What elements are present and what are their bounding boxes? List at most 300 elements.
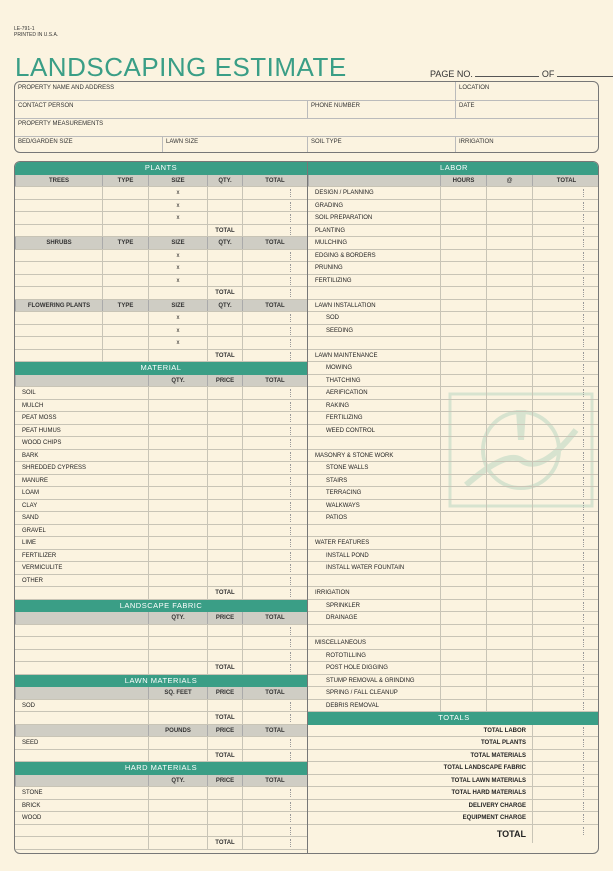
shrub-row-cell-1[interactable] bbox=[102, 262, 148, 274]
labor-row-cell-1[interactable] bbox=[440, 362, 486, 374]
labor-row-cell-2[interactable] bbox=[486, 212, 532, 224]
labor-row-cell-2[interactable] bbox=[486, 225, 532, 237]
labor-row-cell-3[interactable] bbox=[532, 512, 599, 524]
labor-row-cell-3[interactable] bbox=[532, 662, 599, 674]
flowering-row-cell-2[interactable]: x bbox=[148, 325, 207, 337]
labor-row-cell-3[interactable] bbox=[532, 575, 599, 587]
material-row-cell-1[interactable] bbox=[148, 512, 207, 524]
labor-row-cell-1[interactable] bbox=[440, 200, 486, 212]
seed-total-cell-1[interactable] bbox=[148, 750, 207, 762]
labor-row-cell-2[interactable] bbox=[486, 275, 532, 287]
fabric-row-cell-0[interactable] bbox=[15, 650, 148, 662]
fabric-row-cell-3[interactable] bbox=[242, 625, 307, 637]
shrubs-total-cell-0[interactable] bbox=[15, 287, 102, 299]
material-row-cell-1[interactable] bbox=[148, 525, 207, 537]
labor-row-cell-2[interactable] bbox=[486, 475, 532, 487]
soil-type-field[interactable] bbox=[307, 136, 455, 153]
labor-row-cell-3[interactable] bbox=[532, 587, 599, 599]
shrub-row-cell-1[interactable] bbox=[102, 275, 148, 287]
sod-total-cell-3[interactable] bbox=[242, 712, 307, 724]
labor-row-cell-3[interactable] bbox=[532, 425, 599, 437]
hard-total-cell-0[interactable] bbox=[15, 837, 148, 849]
tree-row-cell-4[interactable] bbox=[242, 212, 307, 224]
labor-row-cell-3[interactable] bbox=[532, 450, 599, 462]
flowering-total-cell-0[interactable] bbox=[15, 350, 102, 362]
labor-row-cell-1[interactable] bbox=[440, 612, 486, 624]
fabric-total-cell-1[interactable] bbox=[148, 662, 207, 674]
trees-total-cell-0[interactable] bbox=[15, 225, 102, 237]
flowering-row-cell-1[interactable] bbox=[102, 337, 148, 349]
labor-row-cell-3[interactable] bbox=[532, 250, 599, 262]
material-row-cell-3[interactable] bbox=[242, 412, 307, 424]
labor-row-cell-2[interactable] bbox=[486, 325, 532, 337]
hard-row-cell-2[interactable] bbox=[207, 787, 242, 799]
shrub-row-cell-2[interactable]: x bbox=[148, 250, 207, 262]
material-row-cell-3[interactable] bbox=[242, 525, 307, 537]
labor-row-cell-3[interactable] bbox=[532, 187, 599, 199]
material-row-cell-2[interactable] bbox=[207, 525, 242, 537]
labor-row-cell-1[interactable] bbox=[440, 650, 486, 662]
material-row-cell-3[interactable] bbox=[242, 387, 307, 399]
material-row-cell-1[interactable] bbox=[148, 550, 207, 562]
labor-row-cell-1[interactable] bbox=[440, 450, 486, 462]
labor-row-cell-2[interactable] bbox=[486, 662, 532, 674]
shrub-row-cell-4[interactable] bbox=[242, 275, 307, 287]
labor-row-cell-3[interactable] bbox=[532, 687, 599, 699]
fabric-row-cell-1[interactable] bbox=[148, 650, 207, 662]
labor-row-cell-3[interactable] bbox=[532, 300, 599, 312]
material-row-cell-2[interactable] bbox=[207, 462, 242, 474]
labor-row-cell-3[interactable] bbox=[532, 550, 599, 562]
labor-row-cell-2[interactable] bbox=[486, 700, 532, 712]
labor-row-cell-2[interactable] bbox=[486, 650, 532, 662]
flowering-row-cell-4[interactable] bbox=[242, 312, 307, 324]
fabric-row-cell-1[interactable] bbox=[148, 625, 207, 637]
phone-field[interactable] bbox=[307, 100, 455, 118]
material-row-cell-2[interactable] bbox=[207, 512, 242, 524]
labor-row-cell-3[interactable] bbox=[532, 625, 599, 637]
seed-row-cell-1[interactable] bbox=[148, 737, 207, 749]
labor-row-cell-1[interactable] bbox=[440, 275, 486, 287]
hard-row-cell-0[interactable] bbox=[15, 825, 148, 837]
labor-row-cell-1[interactable] bbox=[440, 300, 486, 312]
tree-row-cell-1[interactable] bbox=[102, 212, 148, 224]
shrub-row-cell-0[interactable] bbox=[15, 275, 102, 287]
labor-row-cell-1[interactable] bbox=[440, 475, 486, 487]
shrubs-total-cell-2[interactable] bbox=[148, 287, 207, 299]
labor-row-cell-3[interactable] bbox=[532, 650, 599, 662]
page-total-field[interactable] bbox=[557, 68, 613, 77]
material-row-cell-1[interactable] bbox=[148, 387, 207, 399]
labor-row-cell-3[interactable] bbox=[532, 350, 599, 362]
material-row-cell-3[interactable] bbox=[242, 462, 307, 474]
labor-row-cell-1[interactable] bbox=[440, 700, 486, 712]
material-row-cell-3[interactable] bbox=[242, 550, 307, 562]
labor-row-cell-2[interactable] bbox=[486, 250, 532, 262]
material-row-cell-2[interactable] bbox=[207, 562, 242, 574]
labor-row-cell-2[interactable] bbox=[486, 262, 532, 274]
shrub-row-cell-4[interactable] bbox=[242, 262, 307, 274]
labor-row-cell-3[interactable] bbox=[532, 225, 599, 237]
labor-row-cell-2[interactable] bbox=[486, 525, 532, 537]
labor-row-cell-1[interactable] bbox=[440, 500, 486, 512]
tree-row-cell-2[interactable]: x bbox=[148, 200, 207, 212]
trees-total-cell-1[interactable] bbox=[102, 225, 148, 237]
hard-row-cell-1[interactable] bbox=[148, 812, 207, 824]
irrigation-field[interactable] bbox=[455, 136, 599, 153]
material-row-cell-1[interactable] bbox=[148, 500, 207, 512]
material-row-cell-1[interactable] bbox=[148, 575, 207, 587]
labor-row-cell-2[interactable] bbox=[486, 512, 532, 524]
labor-row-cell-3[interactable] bbox=[532, 312, 599, 324]
labor-row-cell-2[interactable] bbox=[486, 637, 532, 649]
totals-row-value[interactable] bbox=[532, 737, 599, 749]
material-row-cell-3[interactable] bbox=[242, 450, 307, 462]
labor-row-cell-1[interactable] bbox=[440, 350, 486, 362]
labor-row-cell-2[interactable] bbox=[486, 425, 532, 437]
labor-row-cell-1[interactable] bbox=[440, 225, 486, 237]
seed-total-cell-3[interactable] bbox=[242, 750, 307, 762]
labor-row-cell-3[interactable] bbox=[532, 462, 599, 474]
labor-row-cell-2[interactable] bbox=[486, 375, 532, 387]
material-row-cell-2[interactable] bbox=[207, 425, 242, 437]
material-row-cell-1[interactable] bbox=[148, 437, 207, 449]
labor-row-cell-2[interactable] bbox=[486, 387, 532, 399]
fabric-row-cell-0[interactable] bbox=[15, 637, 148, 649]
material-row-cell-3[interactable] bbox=[242, 512, 307, 524]
labor-row-label: TERRACING bbox=[326, 490, 362, 496]
seed-total-cell-0[interactable] bbox=[15, 750, 148, 762]
material-row-cell-2[interactable] bbox=[207, 550, 242, 562]
seed-row-cell-3[interactable] bbox=[242, 737, 307, 749]
tree-row-cell-0[interactable] bbox=[15, 187, 102, 199]
labor-row-cell-2[interactable] bbox=[486, 300, 532, 312]
labor-row-cell-3[interactable] bbox=[532, 487, 599, 499]
labor-row-cell-1[interactable] bbox=[440, 425, 486, 437]
labor-row-cell-2[interactable] bbox=[486, 587, 532, 599]
labor-row-cell-1[interactable] bbox=[440, 662, 486, 674]
labor-row-cell-1[interactable] bbox=[440, 262, 486, 274]
labor-row-cell-2[interactable] bbox=[486, 237, 532, 249]
fabric-row-cell-3[interactable] bbox=[242, 637, 307, 649]
labor-row-cell-3[interactable] bbox=[532, 275, 599, 287]
fabric-row-cell-2[interactable] bbox=[207, 650, 242, 662]
shrub-row-cell-2[interactable]: x bbox=[148, 262, 207, 274]
labor-row-cell-1[interactable] bbox=[440, 212, 486, 224]
labor-row-cell-2[interactable] bbox=[486, 462, 532, 474]
shrubs-total-cell-1[interactable] bbox=[102, 287, 148, 299]
shrubs-total-cell-4[interactable] bbox=[242, 287, 307, 299]
sod-total-cell-0[interactable] bbox=[15, 712, 148, 724]
labor-row-cell-1[interactable] bbox=[440, 625, 486, 637]
fabric-row-cell-2[interactable] bbox=[207, 637, 242, 649]
material-row-cell-1[interactable] bbox=[148, 462, 207, 474]
tree-row-cell-2[interactable]: x bbox=[148, 187, 207, 199]
labor-row-cell-3[interactable] bbox=[532, 362, 599, 374]
material-row-cell-3[interactable] bbox=[242, 400, 307, 412]
labor-row-cell-3[interactable] bbox=[532, 237, 599, 249]
sod-total-cell-1[interactable] bbox=[148, 712, 207, 724]
hard-row-cell-2[interactable] bbox=[207, 825, 242, 837]
hard-total-cell-3[interactable] bbox=[242, 837, 307, 849]
labor-row-cell-2[interactable] bbox=[486, 487, 532, 499]
labor-row-cell-3[interactable] bbox=[532, 562, 599, 574]
labor-row-cell-1[interactable] bbox=[440, 287, 486, 299]
shrub-row-cell-3[interactable] bbox=[207, 262, 242, 274]
material-row-cell-2[interactable] bbox=[207, 500, 242, 512]
material-row-cell-1[interactable] bbox=[148, 450, 207, 462]
shrub-row-cell-2[interactable]: x bbox=[148, 275, 207, 287]
totals-row-value[interactable] bbox=[532, 812, 599, 824]
flowering-row-cell-1[interactable] bbox=[102, 325, 148, 337]
date-field[interactable] bbox=[455, 100, 599, 118]
labor-row-cell-2[interactable] bbox=[486, 500, 532, 512]
labor-row-cell-3[interactable] bbox=[532, 700, 599, 712]
labor-row-cell-3[interactable] bbox=[532, 325, 599, 337]
material-row-cell-1[interactable] bbox=[148, 412, 207, 424]
fabric-row-cell-3[interactable] bbox=[242, 650, 307, 662]
grand-total-value[interactable] bbox=[532, 825, 599, 844]
labor-row-cell-1[interactable] bbox=[440, 462, 486, 474]
labor-row-cell-3[interactable] bbox=[532, 337, 599, 349]
labor-row bbox=[308, 250, 599, 263]
labor-row-cell-3[interactable] bbox=[532, 637, 599, 649]
labor-row-cell-1[interactable] bbox=[440, 250, 486, 262]
flowering-row-cell-3[interactable] bbox=[207, 312, 242, 324]
labor-row-cell-1[interactable] bbox=[440, 337, 486, 349]
labor-row-cell-1[interactable] bbox=[440, 237, 486, 249]
material-row-cell-1[interactable] bbox=[148, 400, 207, 412]
tree-row-cell-0[interactable] bbox=[15, 200, 102, 212]
shrub-row-cell-0[interactable] bbox=[15, 250, 102, 262]
material-row-cell-2[interactable] bbox=[207, 400, 242, 412]
tree-row-cell-3[interactable] bbox=[207, 187, 242, 199]
material-row-cell-1[interactable] bbox=[148, 562, 207, 574]
hard-row-cell-2[interactable] bbox=[207, 812, 242, 824]
labor-row-cell-1[interactable] bbox=[440, 537, 486, 549]
flowering-row-cell-0[interactable] bbox=[15, 312, 102, 324]
labor-row-cell-3[interactable] bbox=[532, 612, 599, 624]
totals-row-value[interactable] bbox=[532, 800, 599, 812]
material-total-cell-1[interactable] bbox=[148, 587, 207, 599]
hard-row-cell-1[interactable] bbox=[148, 787, 207, 799]
labor-row-cell-1[interactable] bbox=[440, 687, 486, 699]
material-row-cell-3[interactable] bbox=[242, 500, 307, 512]
hard-row-cell-3[interactable] bbox=[242, 812, 307, 824]
hard-total-cell-1[interactable] bbox=[148, 837, 207, 849]
sod-row-cell-1[interactable] bbox=[148, 700, 207, 712]
material-total-cell-0[interactable] bbox=[15, 587, 148, 599]
material-row-cell-1[interactable] bbox=[148, 537, 207, 549]
totals-row-value[interactable] bbox=[532, 750, 599, 762]
labor-row-cell-2[interactable] bbox=[486, 200, 532, 212]
labor-row-cell-2[interactable] bbox=[486, 562, 532, 574]
labor-row-cell-2[interactable] bbox=[486, 687, 532, 699]
labor-row-cell-2[interactable] bbox=[486, 287, 532, 299]
sod-row-cell-2[interactable] bbox=[207, 700, 242, 712]
labor-row-cell-3[interactable] bbox=[532, 675, 599, 687]
labor-row-cell-3[interactable] bbox=[532, 500, 599, 512]
bed-size-field[interactable] bbox=[15, 136, 162, 153]
sod-row-cell-3[interactable] bbox=[242, 700, 307, 712]
labor-row-cell-1[interactable] bbox=[440, 412, 486, 424]
shrub-row-cell-4[interactable] bbox=[242, 250, 307, 262]
labor-row-cell-2[interactable] bbox=[486, 450, 532, 462]
labor-row-cell-3[interactable] bbox=[532, 437, 599, 449]
shrub-row-cell-3[interactable] bbox=[207, 250, 242, 262]
labor-row-cell-1[interactable] bbox=[440, 575, 486, 587]
contact-field[interactable] bbox=[15, 100, 307, 118]
labor-row-cell-2[interactable] bbox=[486, 550, 532, 562]
material-row-cell-3[interactable] bbox=[242, 487, 307, 499]
flowering-row-cell-0[interactable] bbox=[15, 325, 102, 337]
labor-row-cell-2[interactable] bbox=[486, 400, 532, 412]
material-total-cell-3[interactable] bbox=[242, 587, 307, 599]
material-row-cell-2[interactable] bbox=[207, 537, 242, 549]
trees-total-cell-2[interactable] bbox=[148, 225, 207, 237]
labor-row-cell-1[interactable] bbox=[440, 587, 486, 599]
hard-row-cell-3[interactable] bbox=[242, 800, 307, 812]
material-row-cell-2[interactable] bbox=[207, 450, 242, 462]
material-row-cell-1[interactable] bbox=[148, 425, 207, 437]
lawn-size-field[interactable] bbox=[162, 136, 307, 153]
labor-row-cell-3[interactable] bbox=[532, 212, 599, 224]
fabric-total-cell-3[interactable] bbox=[242, 662, 307, 674]
flowering-row-cell-1[interactable] bbox=[102, 312, 148, 324]
shrub-row-cell-0[interactable] bbox=[15, 262, 102, 274]
labor-row-cell-3[interactable] bbox=[532, 412, 599, 424]
labor-row-cell-2[interactable] bbox=[486, 612, 532, 624]
page-no-field[interactable] bbox=[475, 68, 539, 77]
totals-row-value[interactable] bbox=[532, 762, 599, 774]
hard-row-cell-3[interactable] bbox=[242, 825, 307, 837]
labor-row-cell-1[interactable] bbox=[440, 437, 486, 449]
flowering-row-cell-4[interactable] bbox=[242, 325, 307, 337]
labor-row-cell-3[interactable] bbox=[532, 387, 599, 399]
labor-row-cell-2[interactable] bbox=[486, 362, 532, 374]
totals-row-value[interactable] bbox=[532, 787, 599, 799]
totals-row-value[interactable] bbox=[532, 775, 599, 787]
material-row-cell-2[interactable] bbox=[207, 437, 242, 449]
labor-row-cell-1[interactable] bbox=[440, 325, 486, 337]
tree-row-cell-3[interactable] bbox=[207, 212, 242, 224]
property-name-field[interactable] bbox=[15, 82, 455, 100]
labor-row-cell-1[interactable] bbox=[440, 600, 486, 612]
material-row-cell-3[interactable] bbox=[242, 475, 307, 487]
flowering-row-cell-3[interactable] bbox=[207, 325, 242, 337]
material-row-cell-2[interactable] bbox=[207, 475, 242, 487]
flowering-total-cell-2[interactable] bbox=[148, 350, 207, 362]
material-row-cell-3[interactable] bbox=[242, 425, 307, 437]
totals-row-value[interactable] bbox=[532, 725, 599, 737]
material-row-cell-3[interactable] bbox=[242, 537, 307, 549]
measurements-field[interactable] bbox=[15, 118, 599, 136]
labor-row-cell-2[interactable] bbox=[486, 412, 532, 424]
material-row-cell-2[interactable] bbox=[207, 387, 242, 399]
material-row-cell-3[interactable] bbox=[242, 437, 307, 449]
material-row-cell-2[interactable] bbox=[207, 487, 242, 499]
hard-row-cell-3[interactable] bbox=[242, 787, 307, 799]
labor-row-cell-3[interactable] bbox=[532, 525, 599, 537]
hard-row-cell-1[interactable] bbox=[148, 825, 207, 837]
labor-row-cell-3[interactable] bbox=[532, 200, 599, 212]
tree-row-cell-1[interactable] bbox=[102, 187, 148, 199]
labor-row-cell-1[interactable] bbox=[440, 387, 486, 399]
labor-row-cell-1[interactable] bbox=[440, 562, 486, 574]
labor-row-cell-2[interactable] bbox=[486, 337, 532, 349]
trees-total-cell-4[interactable] bbox=[242, 225, 307, 237]
labor-row-cell-3[interactable] bbox=[532, 400, 599, 412]
flowering-total-cell-1[interactable] bbox=[102, 350, 148, 362]
labor-row-cell-2[interactable] bbox=[486, 675, 532, 687]
material-row-cell-3[interactable] bbox=[242, 562, 307, 574]
tree-row-cell-4[interactable] bbox=[242, 200, 307, 212]
labor-row-cell-2[interactable] bbox=[486, 312, 532, 324]
hard-row-cell-2[interactable] bbox=[207, 800, 242, 812]
tree-row-cell-0[interactable] bbox=[15, 212, 102, 224]
labor-row-cell-3[interactable] bbox=[532, 287, 599, 299]
labor-row-cell-2[interactable] bbox=[486, 537, 532, 549]
shrub-row-cell-3[interactable] bbox=[207, 275, 242, 287]
labor-row-cell-1[interactable] bbox=[440, 675, 486, 687]
material-row-cell-3[interactable] bbox=[242, 575, 307, 587]
fabric-total-cell-0[interactable] bbox=[15, 662, 148, 674]
fabric-row-cell-0[interactable] bbox=[15, 625, 148, 637]
labor-row-cell-2[interactable] bbox=[486, 350, 532, 362]
labor-row-cell-1[interactable] bbox=[440, 637, 486, 649]
material-row-cell-2[interactable] bbox=[207, 575, 242, 587]
labor-row-cell-1[interactable] bbox=[440, 525, 486, 537]
shrub-row-cell-1[interactable] bbox=[102, 250, 148, 262]
labor-row-cell-1[interactable] bbox=[440, 400, 486, 412]
flowering-row-cell-2[interactable]: x bbox=[148, 337, 207, 349]
labor-row-cell-1[interactable] bbox=[440, 550, 486, 562]
hard-row-cell-1[interactable] bbox=[148, 800, 207, 812]
labor-row-cell-3[interactable] bbox=[532, 537, 599, 549]
tree-row-cell-1[interactable] bbox=[102, 200, 148, 212]
labor-row-cell-1[interactable] bbox=[440, 312, 486, 324]
seed-row-cell-2[interactable] bbox=[207, 737, 242, 749]
tree-row-cell-4[interactable] bbox=[242, 187, 307, 199]
location-field[interactable] bbox=[455, 82, 599, 100]
labor-row-cell-2[interactable] bbox=[486, 575, 532, 587]
labor-row-cell-1[interactable] bbox=[440, 187, 486, 199]
fabric-row-cell-1[interactable] bbox=[148, 637, 207, 649]
labor-row-cell-1[interactable] bbox=[440, 487, 486, 499]
labor-row-cell-3[interactable] bbox=[532, 475, 599, 487]
fabric-row-cell-2[interactable] bbox=[207, 625, 242, 637]
flowering-row-cell-0[interactable] bbox=[15, 337, 102, 349]
flowering-row-cell-3[interactable] bbox=[207, 337, 242, 349]
labor-row-cell-3[interactable] bbox=[532, 262, 599, 274]
labor-row-cell-2[interactable] bbox=[486, 600, 532, 612]
labor-row-cell-2[interactable] bbox=[486, 437, 532, 449]
tree-row-cell-2[interactable]: x bbox=[148, 212, 207, 224]
labor-row-cell-1[interactable] bbox=[440, 375, 486, 387]
flowering-row-cell-4[interactable] bbox=[242, 337, 307, 349]
material-row-cell-1[interactable] bbox=[148, 487, 207, 499]
flowering-total-cell-4[interactable] bbox=[242, 350, 307, 362]
labor-row-cell-3[interactable] bbox=[532, 375, 599, 387]
material-row-cell-2[interactable] bbox=[207, 412, 242, 424]
labor-row-cell-1[interactable] bbox=[440, 512, 486, 524]
material-row-cell-1[interactable] bbox=[148, 475, 207, 487]
labor-row-cell-2[interactable] bbox=[486, 625, 532, 637]
labor-row-cell-3[interactable] bbox=[532, 600, 599, 612]
flowering-row-cell-2[interactable]: x bbox=[148, 312, 207, 324]
tree-row-cell-3[interactable] bbox=[207, 200, 242, 212]
labor-row-cell-2[interactable] bbox=[486, 187, 532, 199]
